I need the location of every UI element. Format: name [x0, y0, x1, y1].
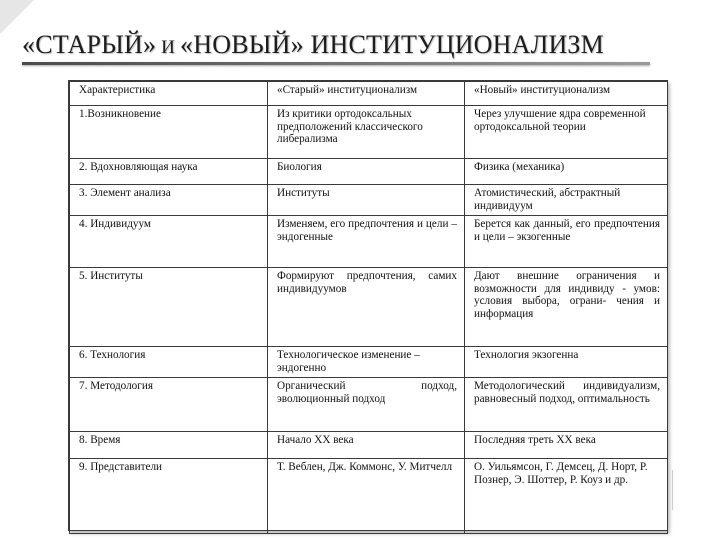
comparison-table-frame	[68, 80, 668, 531]
row-label: 6. Технология	[70, 347, 268, 378]
slide-title	[22, 30, 682, 60]
table-row	[70, 216, 668, 268]
slide-header	[22, 30, 682, 65]
new-cell: Через улучшение ядра современной ортодоксальной теории	[465, 106, 668, 159]
row-label: 9. Представители	[70, 459, 268, 534]
row-label: 3. Элемент анализа	[70, 185, 268, 216]
old-cell: Изменяем, его предпочтения и цели – эндогенные	[268, 216, 465, 268]
row-label: 4. Индивидуум	[70, 216, 268, 268]
title-conjunction: И	[156, 37, 181, 58]
row-label: 7. Методология	[70, 378, 268, 432]
new-cell: Берется как данный, его предпочтения и цели – экзогенные	[465, 216, 668, 268]
table-row	[70, 459, 668, 534]
table-row	[70, 106, 668, 159]
old-cell: Органический подход, эволюционный подход	[268, 378, 465, 432]
table-row	[70, 432, 668, 459]
table-row	[70, 378, 668, 432]
title-part-new: «НОВЫЙ» ИНСТИТУЦИОНАЛИЗМ	[180, 30, 604, 59]
table-row	[70, 347, 668, 378]
new-cell: Последняя треть ХХ века	[465, 432, 668, 459]
comparison-table	[69, 81, 668, 534]
header-characteristic: Характеристика	[70, 82, 268, 106]
row-label: 1.Возникновение	[70, 106, 268, 159]
side-decoration	[672, 470, 693, 510]
table-row	[70, 185, 668, 216]
table-row	[70, 268, 668, 347]
table-header-row	[70, 82, 668, 106]
table-row	[70, 159, 668, 185]
old-cell: Технологическое изменение – эндогенно	[268, 347, 465, 378]
new-cell: Дают внешние ограничения и возможности для индивиду - умов: условия выбора, ограни- чения и информация	[465, 268, 668, 347]
new-cell: Физика (механика)	[465, 159, 668, 185]
new-cell: Атомистический, абстрактный индивидуум	[465, 185, 668, 216]
old-cell: Институты	[268, 185, 465, 216]
new-cell: Методологический индивидуализм, равновесный подход, оптимальность	[465, 378, 668, 432]
new-cell: О. Уильямсон, Г. Демсец, Д. Норт, Р. Познер, Э. Шоттер, Р. Коуз и др.	[465, 459, 668, 534]
title-underline	[22, 62, 650, 65]
corner-decoration	[0, 0, 34, 34]
old-cell: Биология	[268, 159, 465, 185]
row-label: 8. Время	[70, 432, 268, 459]
old-cell: Т. Веблен, Дж. Коммонс, У. Митчелл	[268, 459, 465, 534]
old-cell: Из критики ортодоксальных предположений классического либерализма	[268, 106, 465, 159]
row-label: 5. Институты	[70, 268, 268, 347]
row-label: 2. Вдохновляющая наука	[70, 159, 268, 185]
header-new-institutionalism: «Новый» институционализм	[465, 82, 668, 106]
old-cell: Формируют предпочтения, самих индивидуумов	[268, 268, 465, 347]
title-part-old: «СТАРЫЙ»	[22, 30, 157, 59]
header-old-institutionalism: «Старый» институционализм	[268, 82, 465, 106]
new-cell: Технология экзогенна	[465, 347, 668, 378]
old-cell: Начало ХХ века	[268, 432, 465, 459]
